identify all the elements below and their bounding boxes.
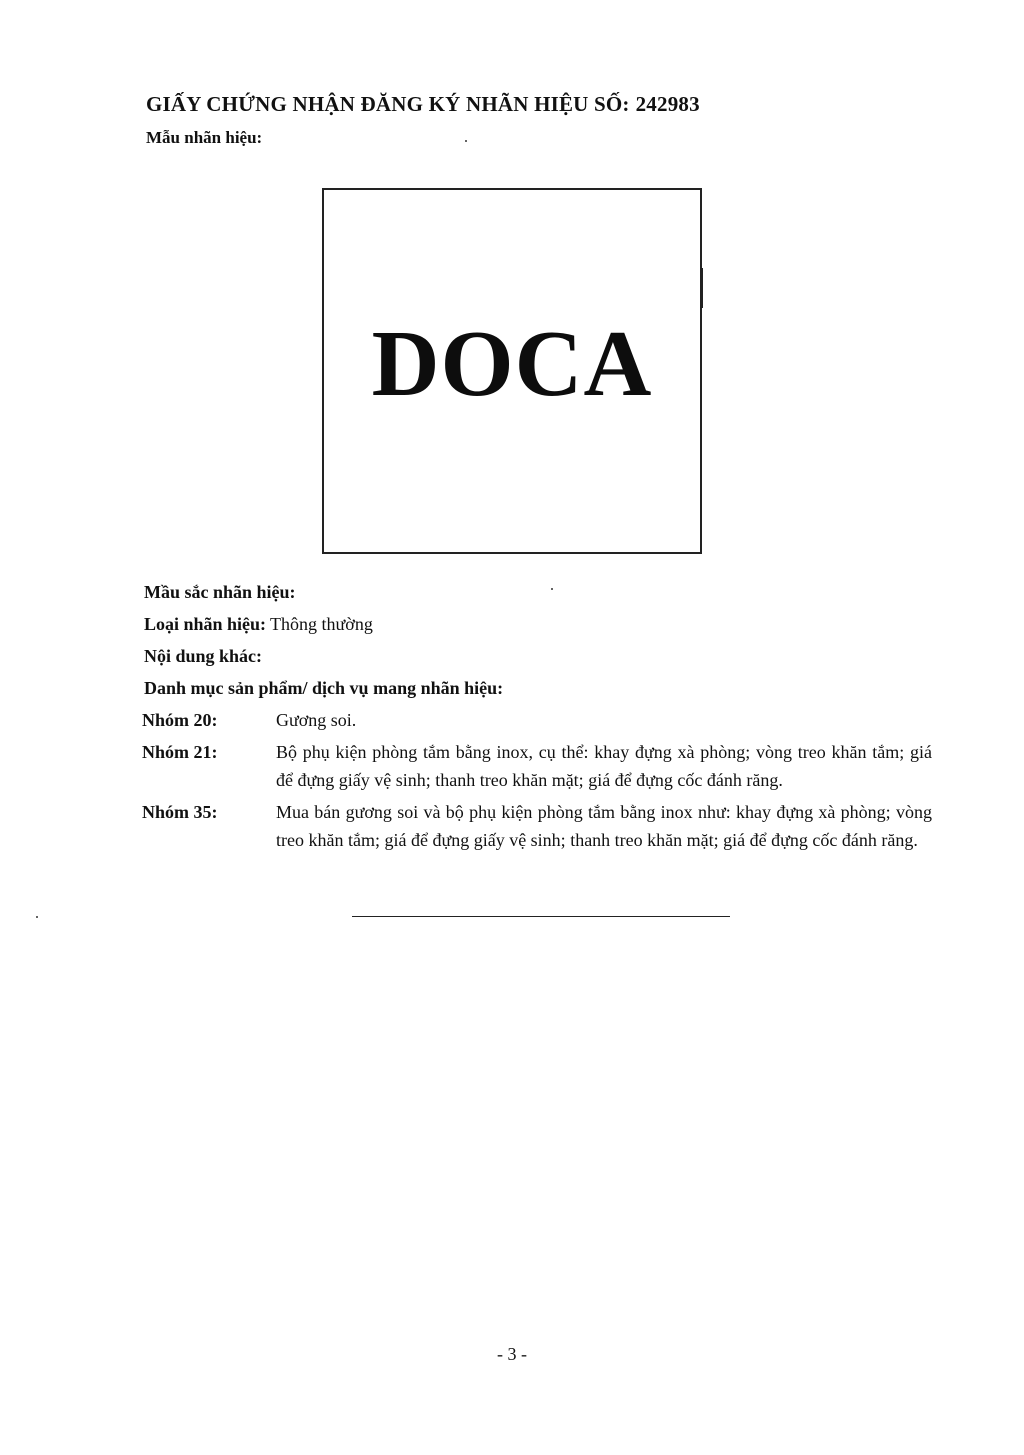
product-list-label: Danh mục sản phẩm/ dịch vụ mang nhãn hiệu: <box>144 678 504 698</box>
group-name: Nhóm 21: <box>142 742 218 762</box>
product-list-row <box>144 676 944 708</box>
end-divider <box>352 916 730 917</box>
scan-speck <box>36 916 38 918</box>
color-label: Mầu sắc nhãn hiệu: <box>144 582 296 602</box>
certificate-number: 242983 <box>635 92 700 116</box>
trademark-sample-box <box>322 188 702 554</box>
group-description: Bộ phụ kiện phòng tắm bằng inox, cụ thể: khay đựng xà phòng; vòng treo khăn tắm; giá để đựng giấy vệ sinh; thanh treo khăn mặt; giá để đựng cốc đánh răng. <box>276 742 932 790</box>
box-edge-mark <box>700 268 703 308</box>
group-name: Nhóm 20: <box>142 710 218 730</box>
color-row <box>144 580 944 612</box>
trademark-text: DOCA <box>371 312 653 416</box>
group-item <box>142 738 932 794</box>
scan-speck <box>551 588 553 590</box>
mark-sample-label: Mẫu nhãn hiệu: <box>146 128 263 147</box>
product-groups <box>142 706 932 858</box>
group-item <box>142 798 932 854</box>
group-name: Nhóm 35: <box>142 802 218 822</box>
certificate-title <box>146 92 700 117</box>
group-description: Gương soi. <box>276 710 357 730</box>
group-description: Mua bán gương soi và bộ phụ kiện phòng tắm bằng inox như: khay đựng xà phòng; vòng treo khăn tắm; giá để đựng giấy vệ sinh; thanh treo khăn mặt; giá để đựng cốc đánh răng. <box>276 802 932 850</box>
type-value: Thông thường <box>270 614 373 634</box>
scan-speck <box>465 140 467 142</box>
trademark-details <box>144 580 944 708</box>
other-content-label: Nội dung khác: <box>144 646 263 666</box>
certificate-title-text: GIẤY CHỨNG NHẬN ĐĂNG KÝ NHÃN HIỆU SỐ: <box>146 92 630 116</box>
group-item <box>142 706 932 734</box>
type-row <box>144 612 944 644</box>
type-label: Loại nhãn hiệu: <box>144 614 267 634</box>
other-content-row <box>144 644 944 676</box>
page-number: - 3 - <box>497 1344 527 1364</box>
